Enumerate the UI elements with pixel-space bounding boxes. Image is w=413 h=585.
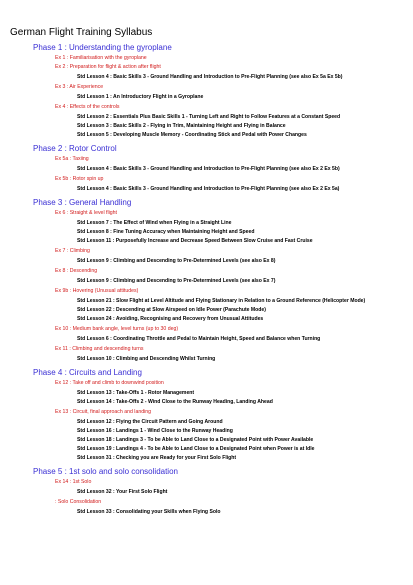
lesson-item: Std Lesson 24 : Avoiding, Recognising and Recovery from Unusual Attitudes [77,316,264,322]
lesson-item: Std Lesson 32 : Your First Solo Flight [77,489,168,495]
lesson-item: Std Lesson 31 : Checking you are Ready for your First Solo Flight [77,455,237,461]
exercise-label: Ex 5a : Taxiing [55,156,89,162]
exercise-label: Ex 2 : Preparation for flight & action after flight [55,64,161,70]
lesson-item: Std Lesson 3 : Basic Skills 2 - Flying in Trim, Maintaining Height and Flying in Balance [77,123,286,129]
exercise-label: Ex 9b : Hovering (Unusual attitudes) [55,288,139,294]
lesson-item: Std Lesson 18 : Landings 3 - To be Able to Land Close to a Designated Point with Power Available [77,437,314,443]
lesson-item: Std Lesson 2 : Essentials Plus Basic Skills 1 - Turning Left and Right to Follow Features at a Constant Speed [77,114,341,120]
exercise-label: Ex 10 : Medium bank angle, level turns (up to 30 deg) [55,326,179,332]
lesson-list [0,387,413,407]
lesson-item: Std Lesson 14 : Take-Offs 2 - Wind Close to the Runway Heading, Landing Ahead [77,399,273,405]
lesson-list [0,353,413,364]
lesson-item: Std Lesson 22 : Descending at Slow Airspeed on Idle Power (Parachute Mode) [77,307,266,313]
lesson-item: Std Lesson 6 : Coordinating Throttle and Pedal to Maintain Height, Speed and Balance when Turning [77,336,321,342]
lesson-list [0,183,413,194]
lesson-list [0,217,413,246]
exercise-label: Ex 3 : Air Experience [55,84,104,90]
lesson-item: Std Lesson 11 : Purposefully Increase and Decrease Speed Between Slow Cruise and Fast Cruise [77,238,313,244]
phase-heading: Phase 1 : Understanding the gyroplane [33,43,172,52]
lesson-item: Std Lesson 10 : Climbing and Descending Whilst Turning [77,356,216,362]
lesson-item: Std Lesson 9 : Climbing and Descending to Pre-Determined Levels (see also Ex 7) [77,278,276,284]
exercise-label: Ex 8 : Descending [55,268,98,274]
exercise-label: Ex 1 : Familiarisation with the gyroplane [55,55,147,61]
lesson-list [0,333,413,344]
exercise-label: Ex 6 : Straight & level flight [55,210,117,216]
lesson-list [0,416,413,463]
lesson-list [0,91,413,102]
exercise-label: Ex 11 : Climbing and descending turns [55,346,144,352]
lesson-list [0,295,413,324]
exercise-label: : Solo Consolidation [55,499,102,505]
lesson-list [0,111,413,140]
lesson-item: Std Lesson 5 : Developing Muscle Memory - Coordinating Stick and Pedal with Power Changes [77,132,307,138]
lesson-item: Std Lesson 13 : Take-Offs 1 - Rotor Management [77,390,195,396]
lesson-list [0,71,413,82]
phase-heading: Phase 4 : Circuits and Landing [33,368,142,377]
lesson-list [0,275,413,286]
lesson-list [0,255,413,266]
lesson-item: Std Lesson 19 : Landings 4 - To be Able to Land Close to a Designated Point when Power is at Idle [77,446,315,452]
lesson-item: Std Lesson 12 : Flying the Circuit Pattern and Going Around [77,419,223,425]
exercise-label: Ex 5b : Rotor spin up [55,176,104,182]
lesson-item: Std Lesson 4 : Basic Skills 3 - Ground Handling and Introduction to Pre-Flight Planning (see also Ex 2 Ex 5b) [77,166,340,172]
exercise-label: Ex 7 : Climbing [55,248,90,254]
lesson-item: Std Lesson 33 : Consolidating your Skills when Flying Solo [77,509,221,515]
lesson-item: Std Lesson 4 : Basic Skills 3 - Ground Handling and Introduction to Pre-Flight Planning (see also Ex 5a Ex 5b) [77,74,343,80]
lesson-item: Std Lesson 21 : Slow Flight at Level Altitude and Flying Stationary in Relation to a Ground Reference (Helicopter Mode) [77,298,366,304]
lesson-item: Std Lesson 7 : The Effect of Wind when Flying in a Straight Line [77,220,232,226]
lesson-item: Std Lesson 8 : Fine Tuning Accuracy when Maintaining Height and Speed [77,229,255,235]
page-title: German Flight Training Syllabus [10,27,153,38]
exercise-label: Ex 4 : Effects of the controls [55,104,120,110]
lesson-item: Std Lesson 1 : An Introductory Flight in a Gyroplane [77,94,204,100]
exercise-label: Ex 13 : Circuit, final approach and landing [55,409,152,415]
exercise-label: Ex 14 : 1st Solo [55,479,92,485]
lesson-list [0,163,413,174]
phase-heading: Phase 2 : Rotor Control [33,144,117,153]
phase-heading: Phase 5 : 1st solo and solo consolidation [33,467,178,476]
syllabus-content [0,43,413,517]
lesson-item: Std Lesson 4 : Basic Skills 3 - Ground Handling and Introduction to Pre-Flight Planning (see also Ex 2 Ex 5a) [77,186,340,192]
lesson-item: Std Lesson 16 : Landings 1 - Wind Close to the Runway Heading [77,428,233,434]
phase-heading: Phase 3 : General Handling [33,198,132,207]
lesson-list [0,506,413,517]
lesson-item: Std Lesson 9 : Climbing and Descending to Pre-Determined Levels (see also Ex 8) [77,258,276,264]
lesson-list [0,486,413,497]
exercise-label: Ex 12 : Take off and climb to downwind position [55,380,164,386]
